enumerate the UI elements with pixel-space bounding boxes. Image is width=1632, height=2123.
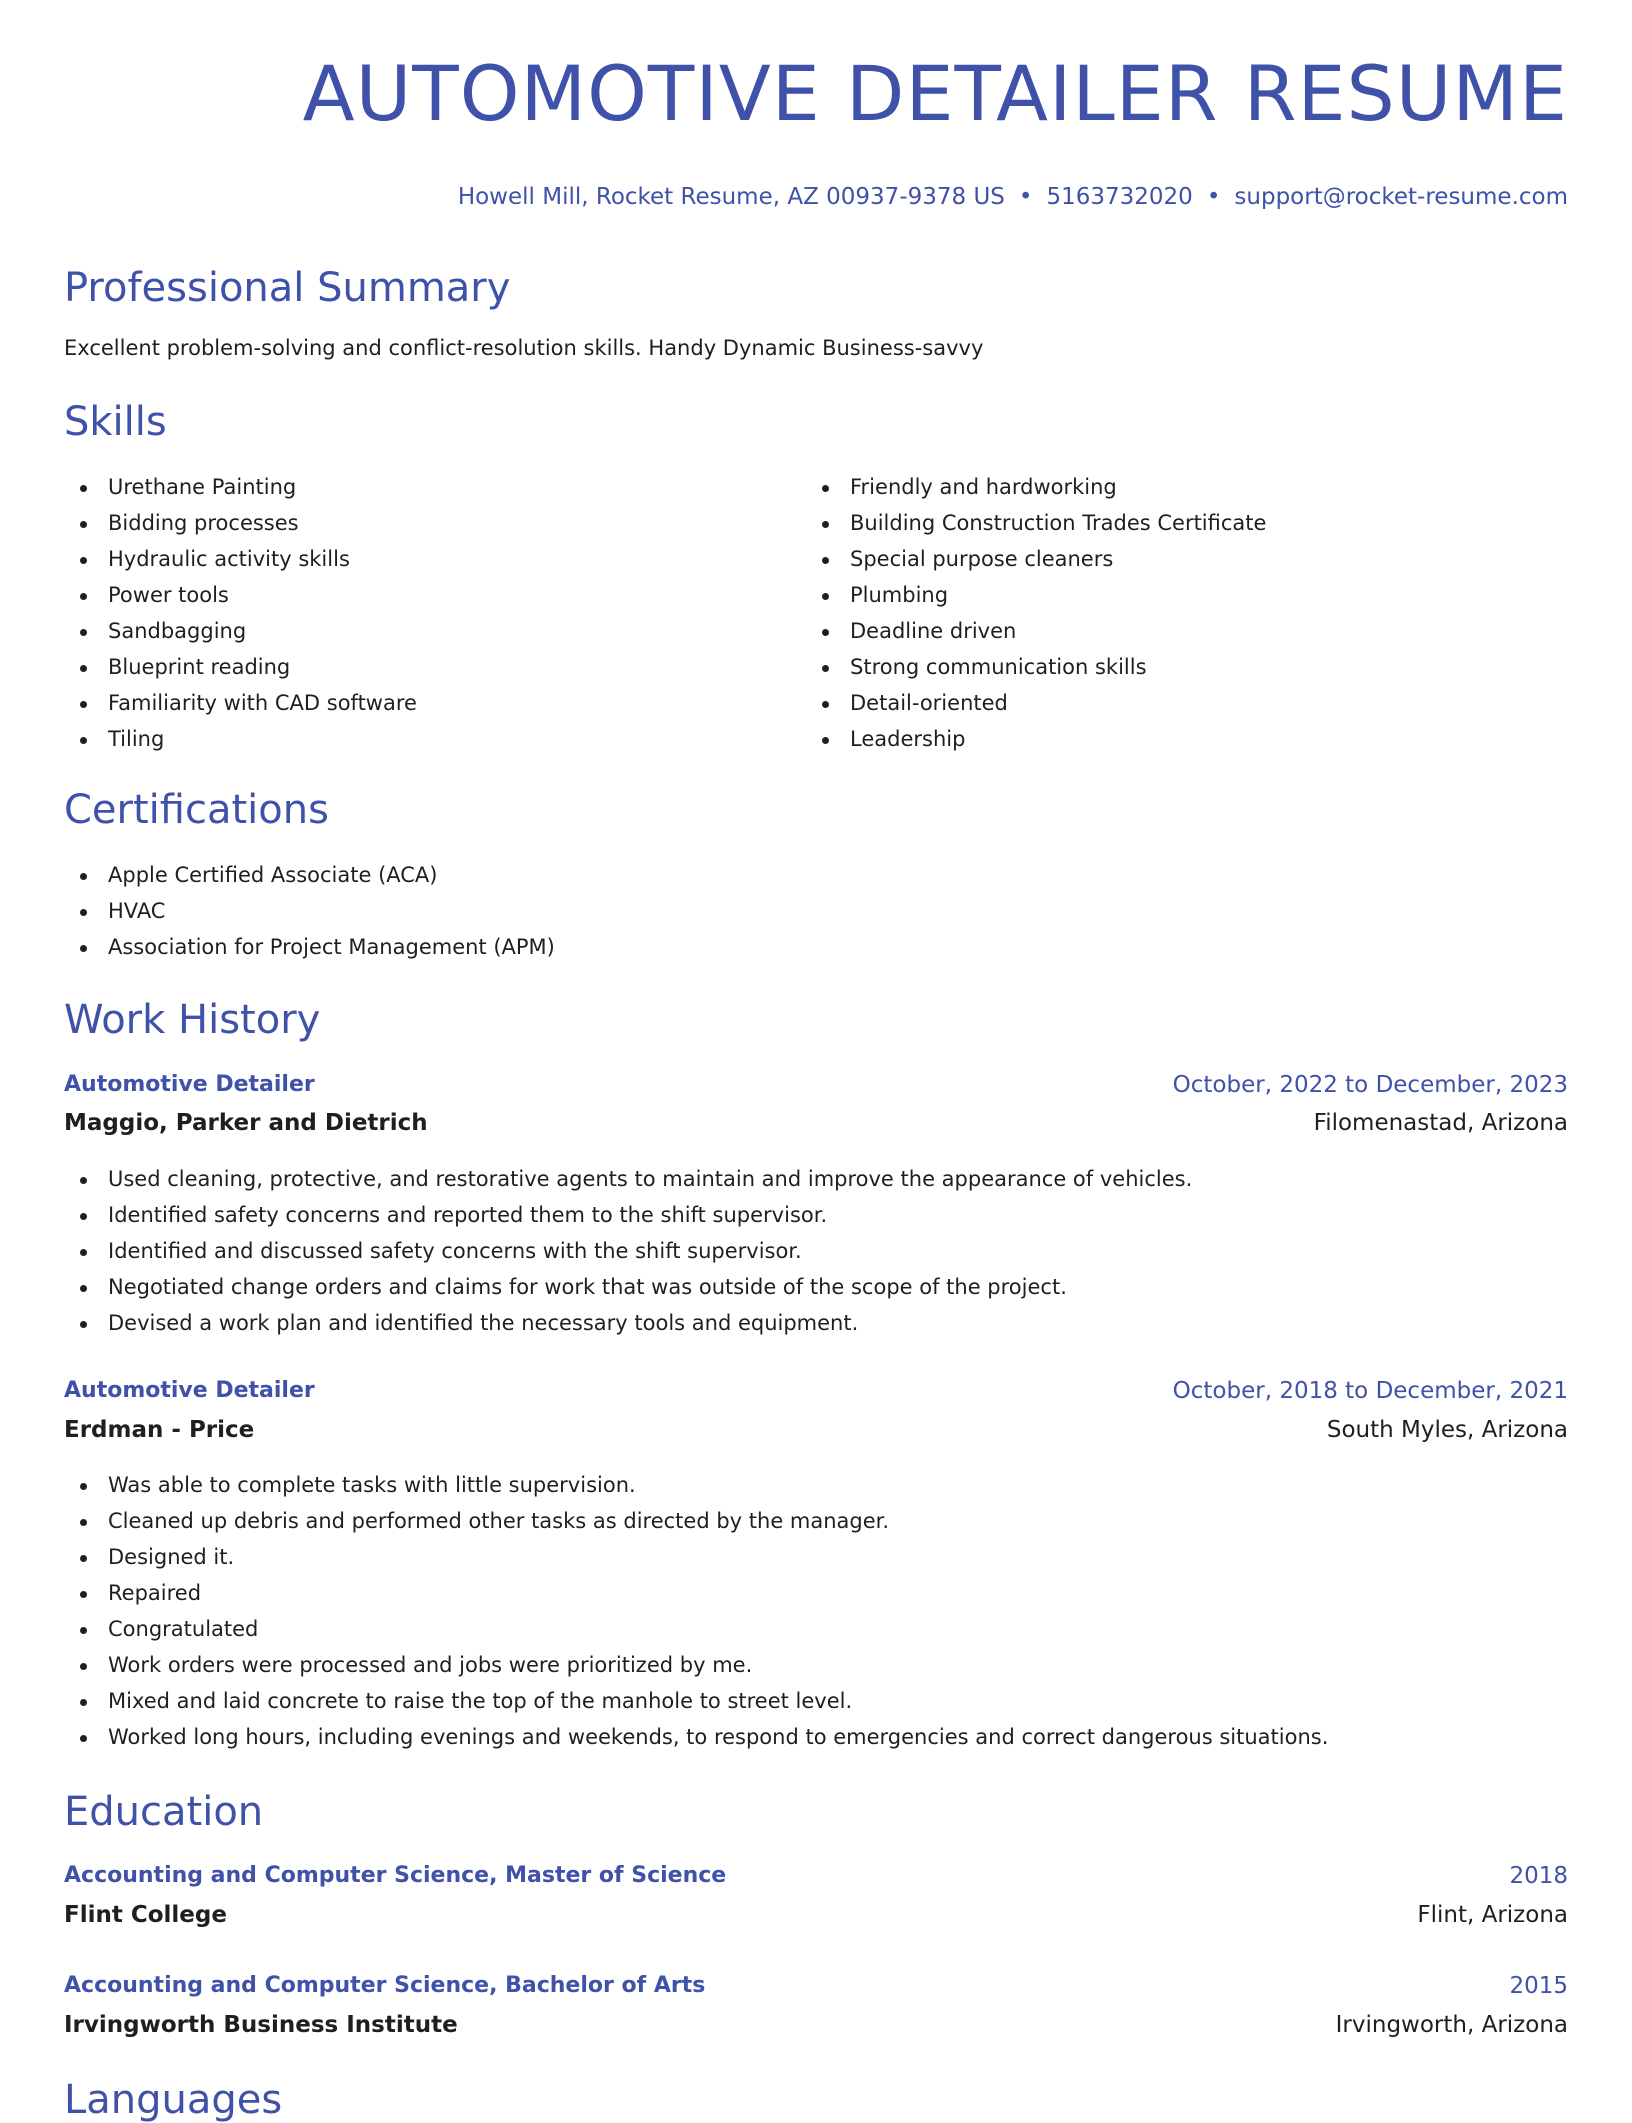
work-history-heading: Work History	[64, 997, 321, 1043]
job-bullet: Repaired	[64, 1575, 1328, 1611]
certification-item: Apple Certified Associate (ACA)	[64, 857, 555, 893]
skill-item: Bidding processes	[64, 505, 417, 541]
skill-item: Tiling	[64, 721, 417, 757]
certifications-list	[64, 857, 555, 965]
skill-item: Sandbagging	[64, 613, 417, 649]
job-bullet: Identified and discussed safety concerns with the shift supervisor.	[64, 1233, 1192, 1269]
job-company: Maggio, Parker and Dietrich	[64, 1110, 428, 1136]
job-bullet: Identified safety concerns and reported them to the shift supervisor.	[64, 1197, 1192, 1233]
education-degree: Accounting and Computer Science, Bachelor of Arts	[64, 1973, 706, 1998]
job-title: Automotive Detailer	[64, 1378, 315, 1403]
job-dates: October, 2022 to December, 2023	[1172, 1072, 1568, 1098]
education-school-row	[64, 1902, 1568, 1934]
job-title: Automotive Detailer	[64, 1072, 315, 1097]
education-year: 2015	[1509, 1973, 1568, 1999]
job-company: Erdman - Price	[64, 1417, 255, 1443]
skill-item: Building Construction Trades Certificate	[806, 505, 1266, 541]
contact-separator: •	[1018, 184, 1033, 210]
contact-email[interactable]: support@rocket-resume.com	[1234, 184, 1568, 210]
skill-item: Blueprint reading	[64, 649, 417, 685]
skills-list-right	[806, 469, 1266, 757]
education-year: 2018	[1509, 1863, 1568, 1889]
education-school: Irvingworth Business Institute	[64, 2012, 458, 2038]
job-bullet: Was able to complete tasks with little supervision.	[64, 1467, 1328, 1503]
skill-item: Familiarity with CAD software	[64, 685, 417, 721]
job-bullet: Cleaned up debris and performed other tasks as directed by the manager.	[64, 1503, 1328, 1539]
skill-item: Leadership	[806, 721, 1266, 757]
summary-heading: Professional Summary	[64, 265, 511, 311]
job-bullets	[64, 1467, 1328, 1755]
skills-list-left	[64, 469, 417, 757]
job-bullet: Used cleaning, protective, and restorative agents to maintain and improve the appearance of vehicles.	[64, 1161, 1192, 1197]
skill-item: Urethane Painting	[64, 469, 417, 505]
job-bullet: Mixed and laid concrete to raise the top of the manhole to street level.	[64, 1683, 1328, 1719]
education-school: Flint College	[64, 1902, 227, 1928]
summary-text: Excellent problem-solving and conflict-resolution skills. Handy Dynamic Business-savvy	[64, 336, 984, 360]
contact-phone: 5163732020	[1046, 184, 1193, 210]
contact-line	[458, 184, 1568, 210]
job-company-row	[64, 1110, 1568, 1142]
job-company-row	[64, 1417, 1568, 1449]
education-location: Flint, Arizona	[1417, 1902, 1568, 1928]
education-degree: Accounting and Computer Science, Master of Science	[64, 1863, 727, 1888]
job-header	[64, 1072, 1568, 1104]
contact-address: Howell Mill, Rocket Resume, AZ 00937-9378 US	[457, 184, 1005, 210]
job-bullet: Designed it.	[64, 1539, 1328, 1575]
job-bullet: Work orders were processed and jobs were prioritized by me.	[64, 1647, 1328, 1683]
job-bullet: Devised a work plan and identified the necessary tools and equipment.	[64, 1305, 1192, 1341]
contact-separator: •	[1206, 184, 1221, 210]
education-school-row	[64, 2012, 1568, 2044]
education-location: Irvingworth, Arizona	[1335, 2012, 1568, 2038]
certification-item: HVAC	[64, 893, 555, 929]
education-header	[64, 1863, 1568, 1895]
education-heading: Education	[64, 1789, 264, 1835]
job-location: South Myles, Arizona	[1326, 1417, 1568, 1443]
job-bullet: Worked long hours, including evenings and weekends, to respond to emergencies and correct dangerous situations.	[64, 1719, 1328, 1755]
education-header	[64, 1973, 1568, 2005]
job-dates: October, 2018 to December, 2021	[1172, 1378, 1568, 1404]
job-bullet: Congratulated	[64, 1611, 1328, 1647]
resume-page	[64, 0, 1568, 2123]
skill-item: Power tools	[64, 577, 417, 613]
skill-item: Hydraulic activity skills	[64, 541, 417, 577]
certification-item: Association for Project Management (APM)	[64, 929, 555, 965]
skill-item: Plumbing	[806, 577, 1266, 613]
job-bullet: Negotiated change orders and claims for work that was outside of the scope of the project.	[64, 1269, 1192, 1305]
resume-title: AUTOMOTIVE DETAILER RESUME	[302, 49, 1568, 138]
job-bullets	[64, 1161, 1192, 1341]
skill-item: Detail-oriented	[806, 685, 1266, 721]
job-location: Filomenastad, Arizona	[1313, 1110, 1568, 1136]
skill-item: Strong communication skills	[806, 649, 1266, 685]
skill-item: Friendly and hardworking	[806, 469, 1266, 505]
skills-heading: Skills	[64, 399, 167, 445]
certifications-heading: Certifications	[64, 787, 329, 833]
skill-item: Deadline driven	[806, 613, 1266, 649]
skill-item: Special purpose cleaners	[806, 541, 1266, 577]
job-header	[64, 1378, 1568, 1410]
languages-heading: Languages	[64, 2077, 283, 2123]
